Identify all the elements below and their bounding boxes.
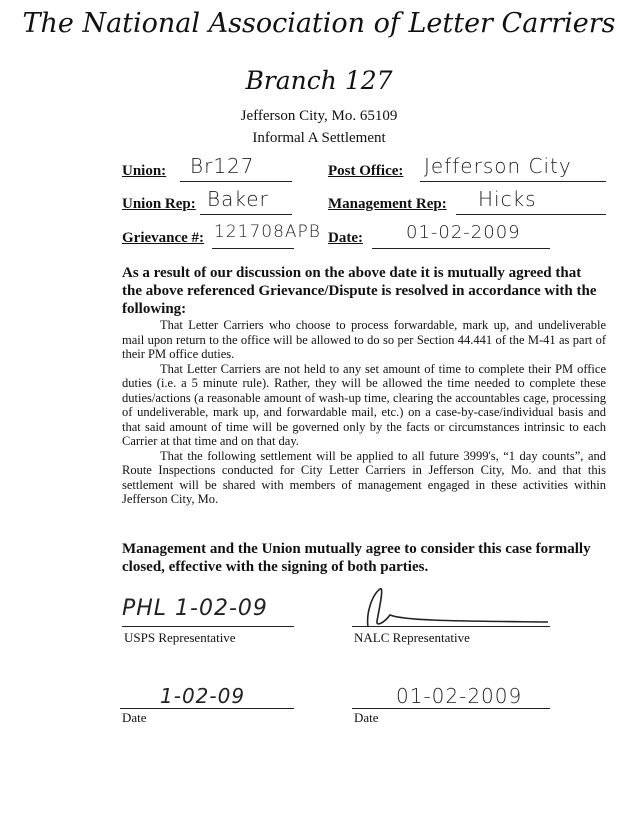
grievance-label: Grievance #:	[122, 230, 205, 246]
usps-rep-label: USPS Representative	[124, 630, 236, 645]
management-rep-underline	[456, 214, 606, 215]
usps-signature: PHL 1-02-09	[122, 596, 268, 621]
grievance-underline	[212, 248, 294, 249]
usps-date-value: 1-02-09	[160, 684, 246, 708]
date-label: Date:	[328, 230, 363, 246]
post-office-label: Post Office:	[328, 163, 404, 179]
post-office-underline	[420, 181, 606, 182]
association-title: The National Association of Letter Carriers	[22, 8, 616, 39]
nalc-signature	[350, 585, 550, 630]
nalc-date-line	[352, 708, 550, 709]
nalc-rep-label: NALC Representative	[354, 630, 470, 645]
agreement-intro: As a result of our discussion on the above date it is mutually agreed that the above referenced Grievance/Dispute is resolved in accordance with the following:	[122, 265, 597, 317]
usps-date-line	[120, 708, 294, 709]
union-rep-underline	[200, 214, 292, 215]
branch-title: Branch 127	[245, 66, 393, 95]
union-underline	[180, 181, 292, 182]
paragraph-future-application: That the following settlement will be applied to all future 3999's, “1 day counts”, and Route Inspections conducted for City Letter Carriers in Jefferson City, Mo. and that this settlement will be shared with members of management engaged in these activities within Jefferson City, Mo.	[122, 448, 606, 506]
settlement-type: Informal A Settlement	[252, 130, 386, 146]
usps-signature-line	[122, 626, 294, 627]
nalc-date-value: 01-02-2009	[396, 684, 523, 708]
closing-statement: Management and the Union mutually agree to consider this case formally closed, effective with the signing of both parties.	[122, 541, 591, 575]
grievance-value: 121708APB	[214, 222, 321, 242]
nalc-date-label: Date	[354, 710, 379, 725]
agreement-body	[122, 318, 606, 507]
union-rep-label: Union Rep:	[122, 196, 196, 212]
usps-date-label: Date	[122, 710, 147, 725]
paragraph-office-duties-time: That Letter Carriers are not held to any set amount of time to complete their PM office duties (i.e. a 5 minute rule). Rather, they will be allowed the time needed to complete these duties/actions (a reasonable amount of wash-up time, clearing the accountables cage, processing of undeliverable, mark up, and forwardable mail, etc.) on a case-by-case/individual basis and that said amount of time will be governed only by the facts or circumstances intrinsic to each Carrier at that time and on that day.	[122, 361, 606, 448]
post-office-value: Jefferson City	[424, 154, 572, 178]
management-rep-label: Management Rep:	[328, 196, 447, 212]
paragraph-forwardable-mail: That Letter Carriers who choose to process forwardable, mark up, and undeliverable mail upon return to the office will be allowed to do so per Section 44.441 of the M-41 as part of their PM office duties.	[122, 318, 606, 361]
nalc-signature-line	[352, 626, 550, 627]
date-underline	[372, 248, 550, 249]
address-line: Jefferson City, Mo. 65109	[240, 108, 398, 124]
union-label: Union:	[122, 163, 167, 179]
date-value: 01-02-2009	[406, 222, 521, 243]
union-rep-value: Baker	[207, 187, 269, 211]
union-value: Br127	[190, 154, 255, 178]
management-rep-value: Hicks	[478, 187, 537, 211]
